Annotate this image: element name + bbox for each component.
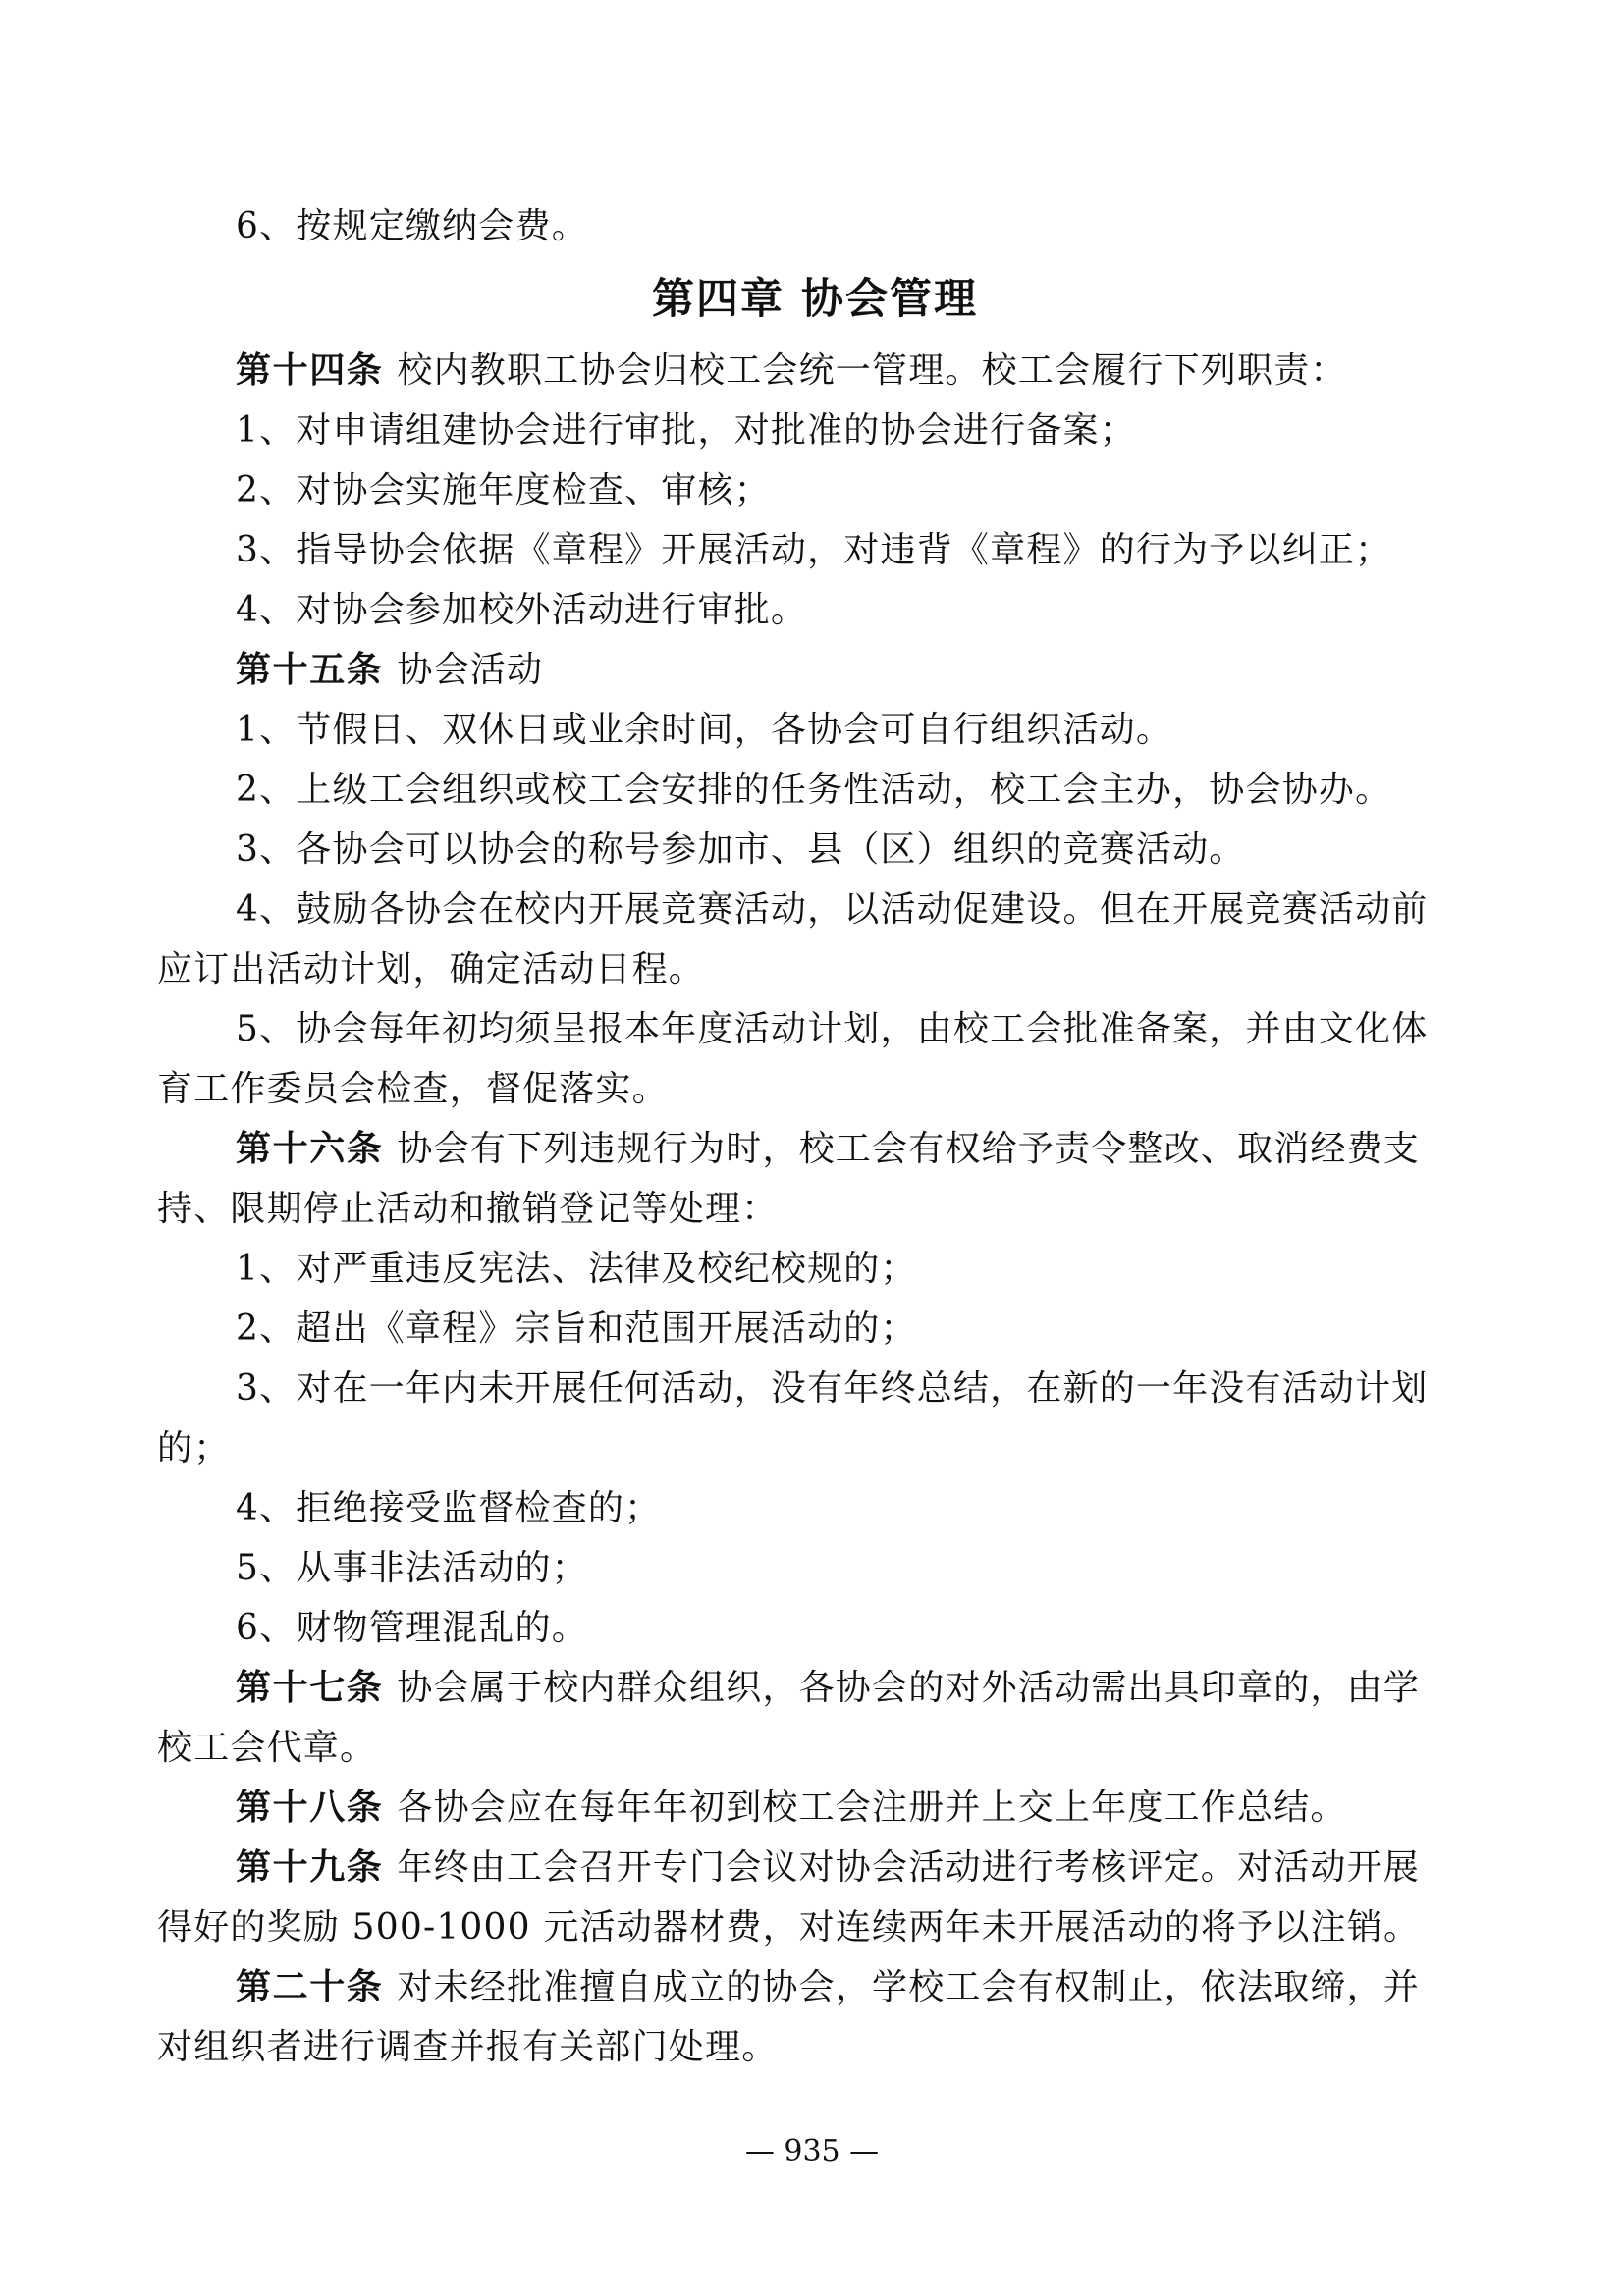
list-item [157,999,1473,1059]
list-item-continuation [157,1059,1473,1119]
article-14 [157,341,1473,400]
text: 3、各协会可以协会的称号参加市、县（区）组织的竞赛活动。 [236,829,1246,870]
page-number: — 935 — [744,2134,880,2168]
article-text: 协会活动 [397,650,544,690]
article-continuation [157,1179,1473,1239]
chapter-heading [157,264,1473,335]
article-18 [157,1778,1473,1838]
list-item [157,1359,1473,1418]
text: 育工作委员会检查，督促落实。 [157,1069,669,1109]
text: 5、协会每年初均须呈报本年度活动计划，由校工会批准备案，并由文化体 [236,1009,1429,1049]
item-6-dues [157,196,1473,256]
text: 3、指导协会依据《章程》开展活动，对违背《章程》的行为予以纠正； [236,530,1392,570]
text: 2、对协会实施年度检查、审核； [236,470,771,510]
article-label: 第二十条 [236,1967,384,2007]
list-item-continuation [157,1418,1473,1478]
list-item [157,520,1473,580]
list-item [157,580,1473,640]
article-label: 第十九条 [236,1847,384,1888]
article-text: 各协会应在每年年初到校工会注册并上交上年度工作总结。 [397,1788,1347,1828]
text: 4、对协会参加校外活动进行审批。 [236,590,808,630]
article-17 [157,1658,1473,1718]
list-item [157,1299,1473,1359]
article-16 [157,1119,1473,1179]
article-label: 第十七条 [236,1668,384,1708]
article-label: 第十五条 [236,650,384,690]
text: 5、从事非法活动的； [236,1548,588,1588]
article-19 [157,1838,1473,1897]
list-item [157,460,1473,520]
list-item [157,880,1473,939]
text: 2、超出《章程》宗旨和范围开展活动的； [236,1308,917,1349]
article-text: 校内教职工协会归校工会统一管理。校工会履行下列职责： [397,350,1347,391]
text: 得好的奖励 500-1000 元活动器材费，对连续两年未开展活动的将予以注销。 [157,1907,1421,1948]
article-20 [157,1957,1473,2017]
text: 6、财物管理混乱的。 [236,1608,588,1648]
text: 持、限期停止活动和撤销登记等处理： [157,1189,779,1229]
text: 应订出活动计划，确定活动日程。 [157,949,706,989]
chapter-title: 第四章 协会管理 [652,275,978,324]
list-item [157,1538,1473,1598]
text: 的； [157,1428,231,1468]
list-item [157,1239,1473,1299]
list-item [157,820,1473,880]
list-item [157,1598,1473,1658]
text: 2、上级工会组织或校工会安排的任务性活动，校工会主办，协会协办。 [236,770,1392,810]
document-body [157,196,1473,2077]
list-item [157,760,1473,820]
article-text: 协会属于校内群众组织，各协会的对外活动需出具印章的，由学 [397,1668,1421,1708]
text: 1、对严重违反宪法、法律及校纪校规的； [236,1249,917,1289]
article-continuation [157,1897,1473,1957]
article-15 [157,640,1473,700]
article-label: 第十四条 [236,350,384,391]
list-item [157,1478,1473,1538]
article-continuation [157,1718,1473,1778]
text: 3、对在一年内未开展任何活动，没有年终总结，在新的一年没有活动计划 [236,1368,1429,1409]
text: 6、按规定缴纳会费。 [236,206,588,246]
text: 4、拒绝接受监督检查的； [236,1488,662,1528]
text: 1、对申请组建协会进行审批，对批准的协会进行备案； [236,410,1136,451]
text: 1、节假日、双休日或业余时间，各协会可自行组织活动。 [236,710,1173,750]
article-text: 对未经批准擅自成立的协会，学校工会有权制止，依法取缔，并 [397,1967,1421,2007]
article-continuation [157,2017,1473,2077]
article-text: 协会有下列违规行为时，校工会有权给予责令整改、取消经费支 [397,1129,1421,1169]
text: 对组织者进行调查并报有关部门处理。 [157,2027,779,2067]
text: 4、鼓励各协会在校内开展竞赛活动，以活动促建设。但在开展竞赛活动前 [236,889,1429,930]
article-label: 第十六条 [236,1129,384,1169]
article-text: 年终由工会召开专门会议对协会活动进行考核评定。对活动开展 [397,1847,1421,1888]
list-item-continuation [157,939,1473,999]
text: 校工会代章。 [157,1728,377,1768]
article-label: 第十八条 [236,1788,384,1828]
list-item [157,400,1473,460]
list-item [157,700,1473,760]
